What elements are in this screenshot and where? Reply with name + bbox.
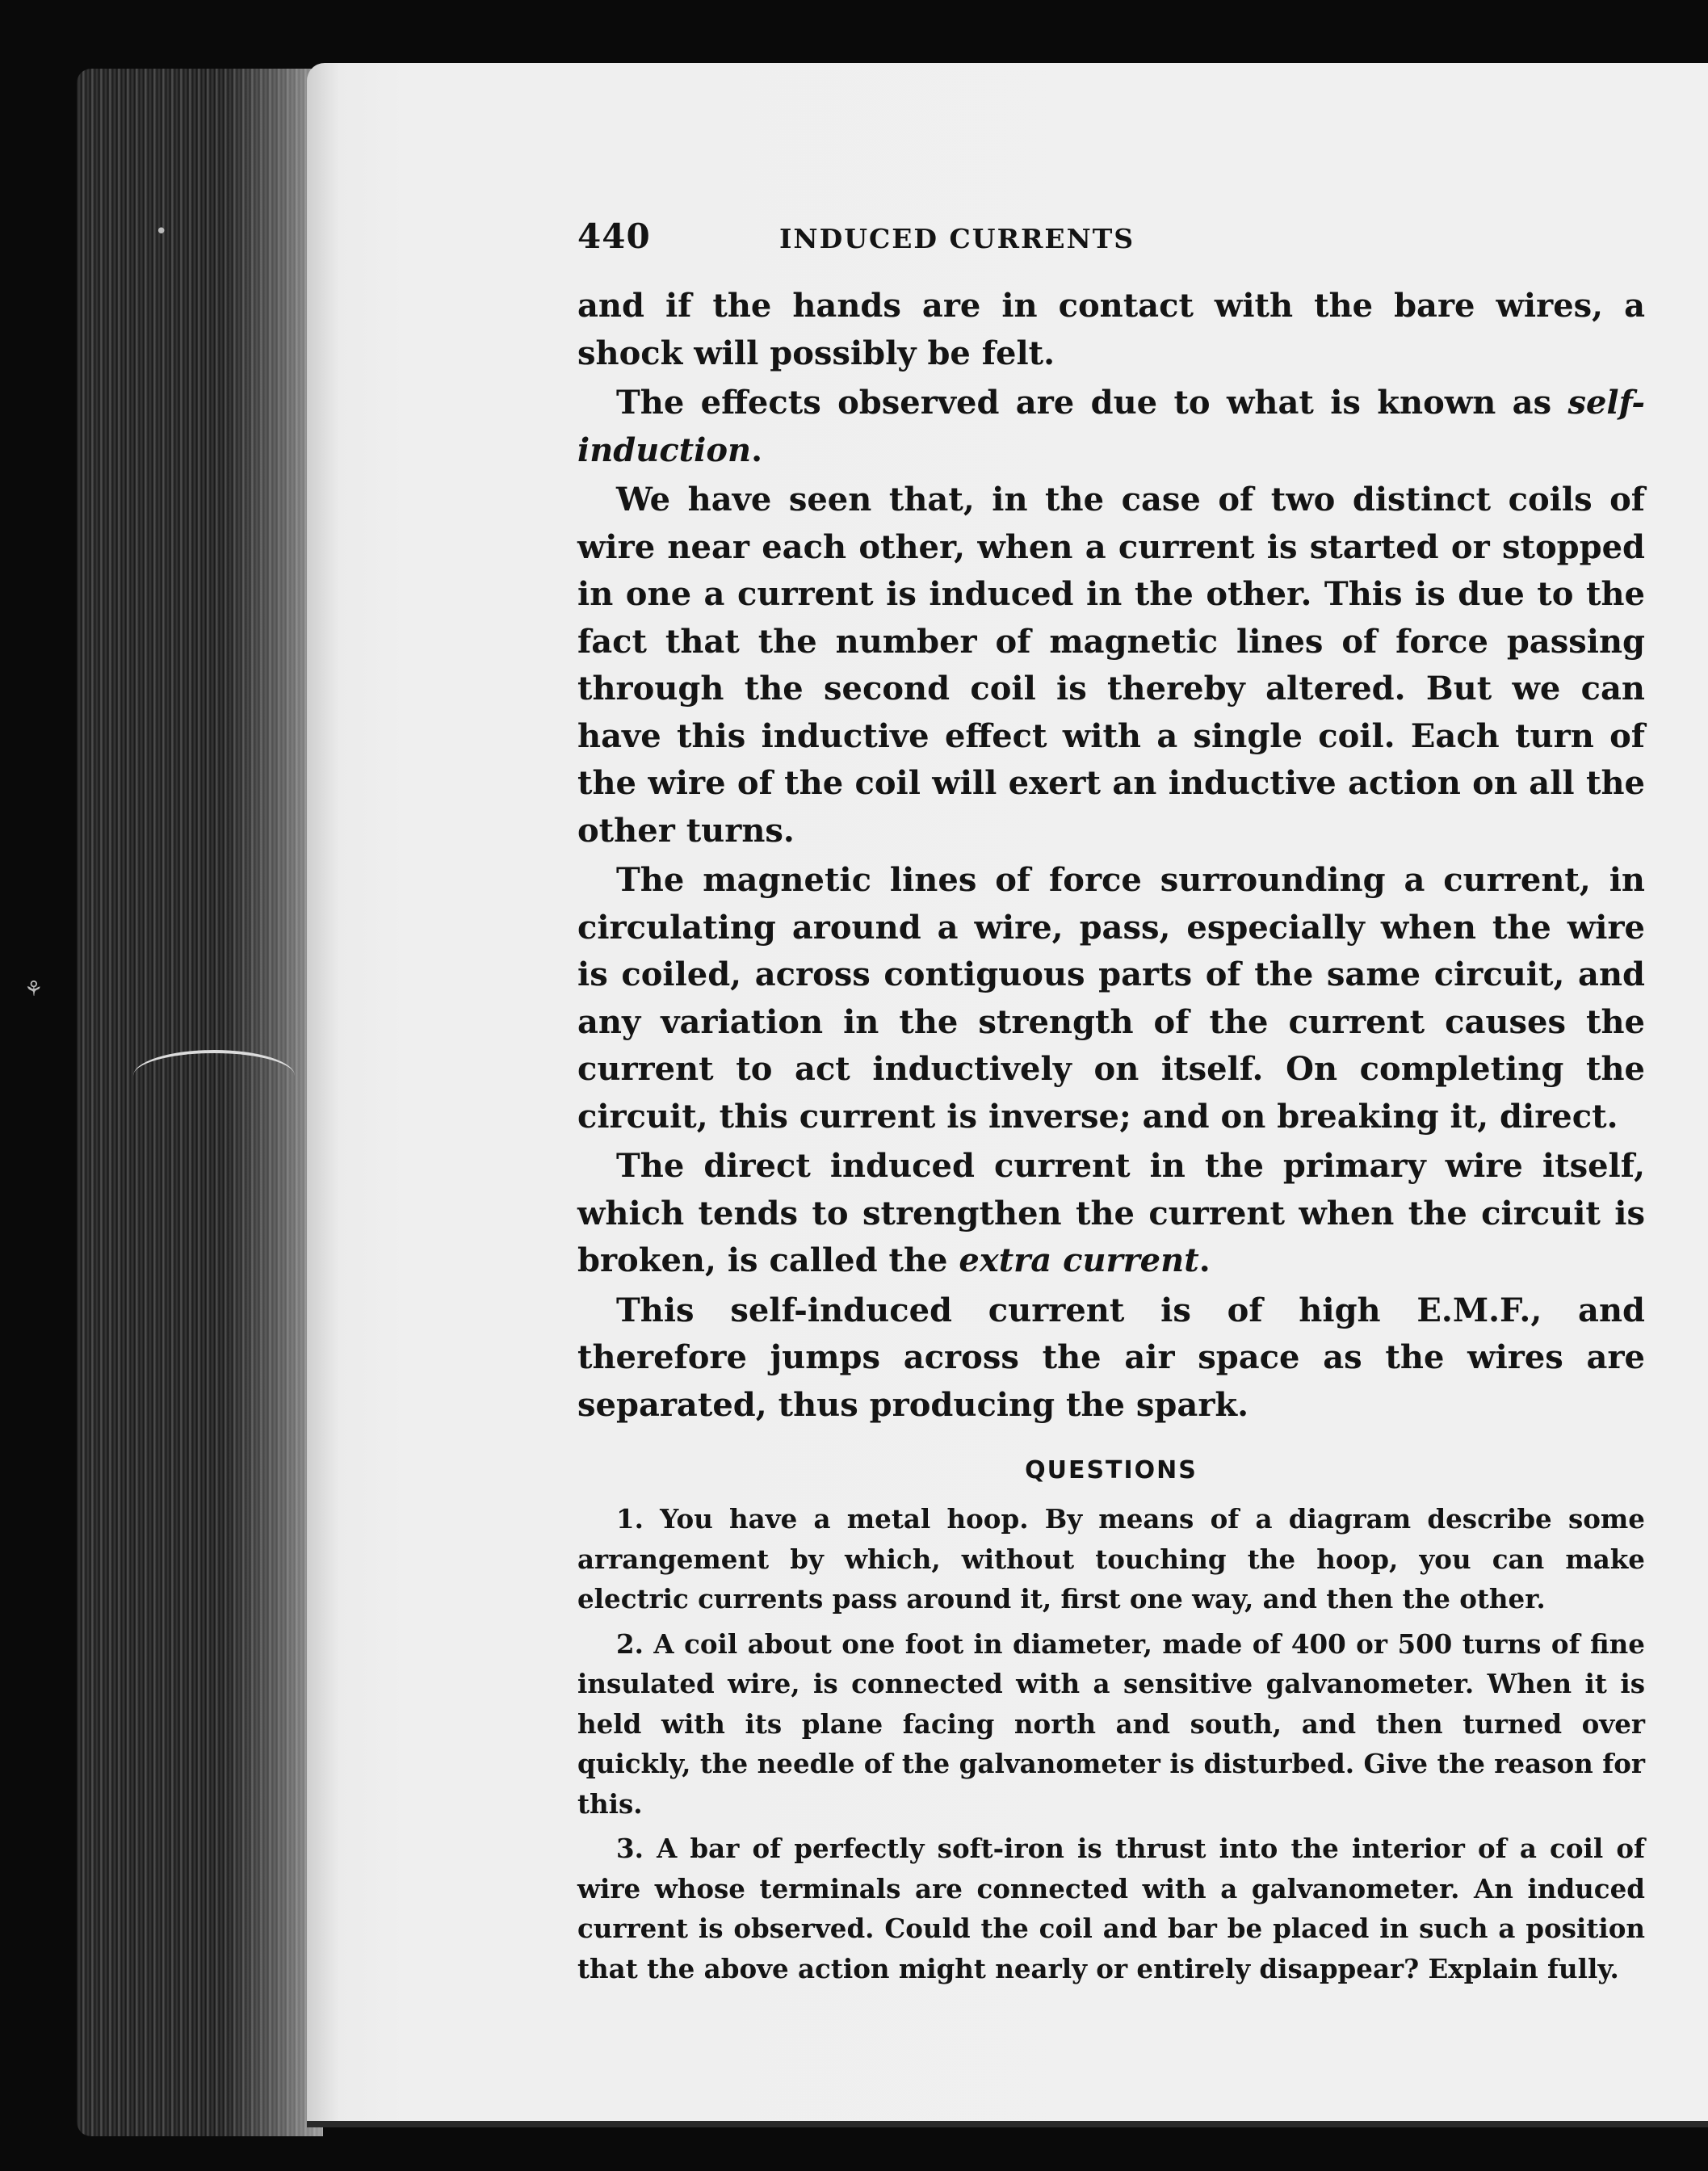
paragraph: and if the hands are in contact with the bare wires, a shock will possibly be felt. (577, 287, 1645, 372)
paragraph: We have seen that, in the case of two distinct coils of wire near each other, when a current is started or stopped in one a current is induced in the other. This is due to the fact that the number of magnetic lines of force passing through the second coil is thereby altered. But we can have this inductive effect with a single coil. Each turn of the wire of the coil will exert an inductive action on all the other turns. (577, 481, 1645, 850)
paragraph: The effects observed are due to what is known as self-induction. (577, 384, 1645, 469)
questions-heading: QUESTIONS (1025, 1456, 1198, 1484)
scan-speck: • (155, 220, 168, 244)
paragraph: The magnetic lines of force surrounding a current, in circulating around a wire, pass, especially when the wire is coiled, across contiguous parts of the same circuit, and any variation in the strength of the current causes the current to act inductively on itself. On completing the circuit, this current is inverse; and on breaking it, direct. (577, 861, 1645, 1136)
question-item: 3. A bar of perfectly soft-iron is thrust into the interior of a coil of wire whose terminals are connected with a galvanometer. An induced current is observed. Could the coil and bar be placed in such a position that the above action might nearly or entirely disappear? Explain fully. (577, 1833, 1645, 1984)
emphasis-term: self-induction (577, 384, 1645, 469)
paragraph: This self-induced current is of high E.M.F., and therefore jumps across the air space as the wires are separated, thus producing the spark. (577, 1291, 1645, 1424)
scan-speck: ⚘ (24, 977, 44, 1002)
emphasis-term: extra current (959, 1241, 1199, 1279)
page-bottom-edge (307, 2121, 1708, 2127)
book-page-edges (77, 69, 323, 2136)
running-head (577, 216, 1645, 267)
running-title: INDUCED CURRENTS (779, 223, 1135, 254)
page-curl (133, 1050, 295, 1102)
page-number: 440 (577, 216, 651, 256)
question-item: 2. A coil about one foot in diameter, made of 400 or 500 turns of fine insulated wire, is connected with a sensitive galvanometer. When it is held with its plane facing north and south, and then turned over quickly, the needle of the galvanometer is disturbed. Give the reason for this. (577, 1627, 1645, 1820)
question-item: 1. You have a metal hoop. By means of a diagram describe some arrangement by which, without touching the hoop, you can make electric currents pass around it, first one way, and then the other. (577, 1503, 1645, 1615)
paragraph: The direct induced current in the primary wire itself, which tends to strengthen the current when the circuit is broken, is called the extra current. (577, 1147, 1645, 1279)
page-content (577, 216, 1645, 1993)
